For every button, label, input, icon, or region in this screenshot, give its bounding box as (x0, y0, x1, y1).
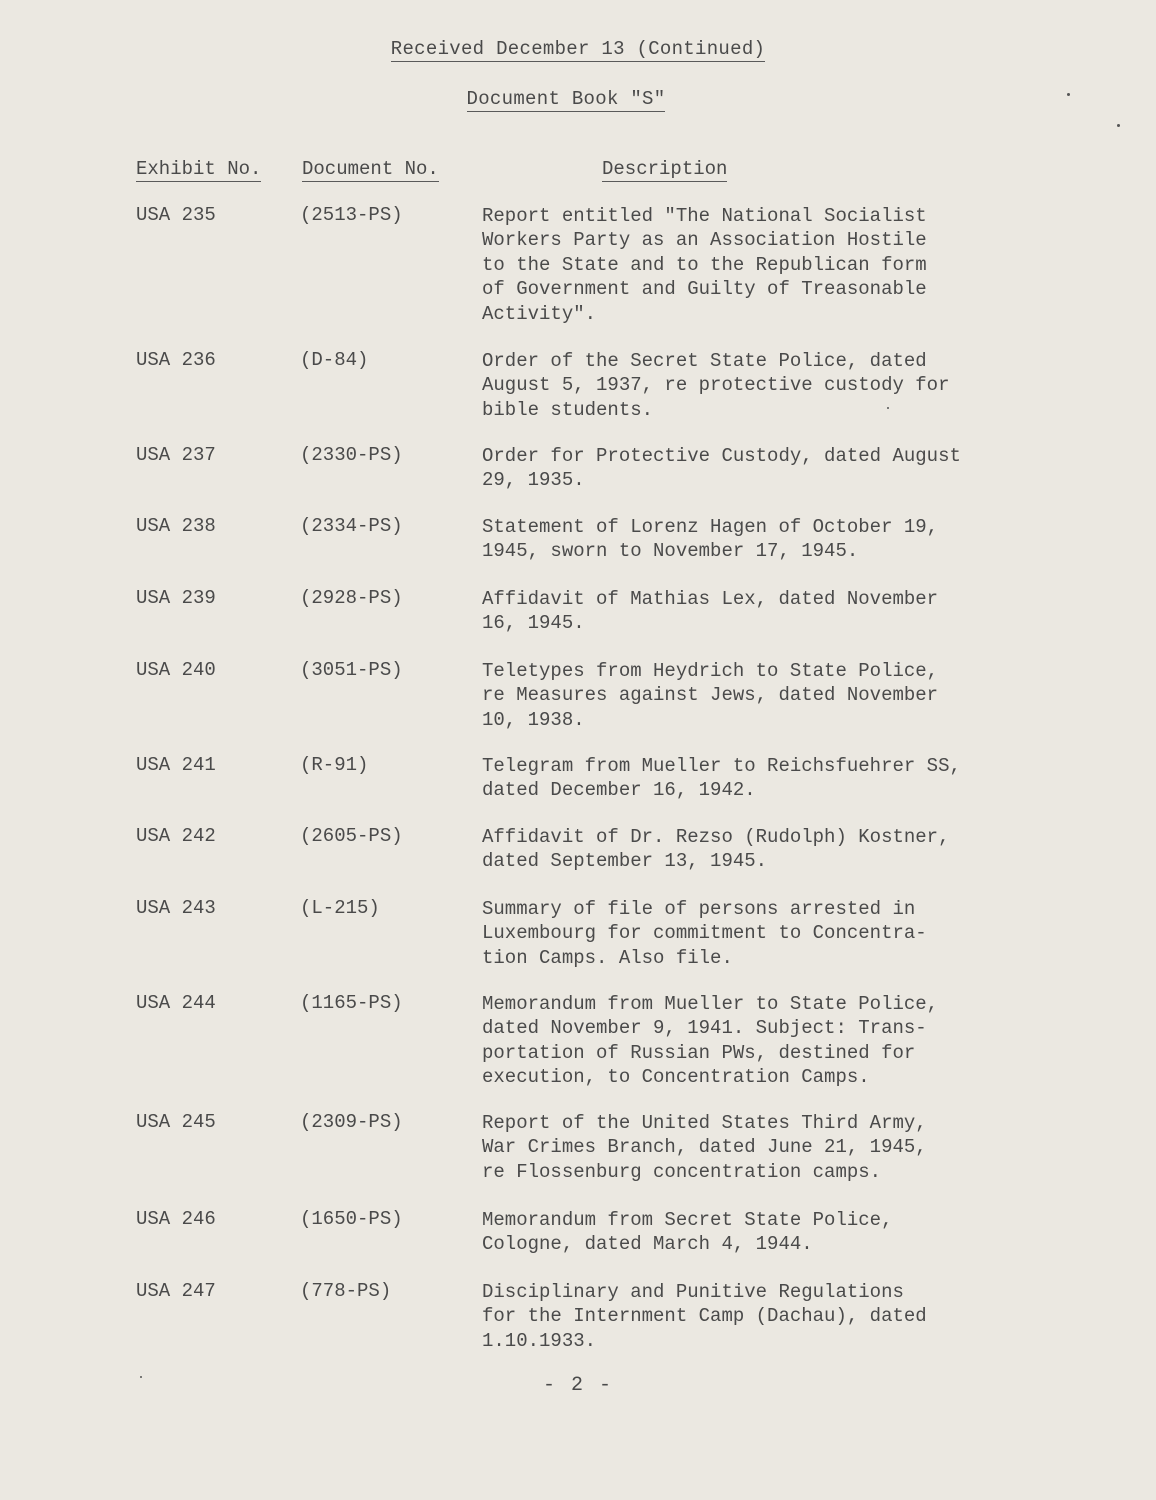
column-header-exhibit-label: Exhibit No. (136, 158, 262, 180)
document-number: (D-84) (300, 349, 369, 371)
column-header-exhibit (136, 158, 261, 180)
paper-speck (1067, 93, 1070, 96)
paper-speck (1117, 124, 1120, 127)
exhibit-number: USA 246 (136, 1208, 216, 1230)
description-text: Summary of file of persons arrested in Luxembourg for commitment to Concentra- tion Camps. Also file. (482, 898, 927, 969)
exhibit-number: USA 238 (136, 515, 216, 537)
description-text: Order for Protective Custody, dated August 29, 1935. (482, 445, 961, 492)
exhibit-number: USA 241 (136, 754, 216, 776)
exhibit-number: USA 239 (136, 587, 216, 609)
exhibit-number: USA 236 (136, 349, 216, 371)
description-text: Memorandum from Mueller to State Police, dated November 9, 1941. Subject: Trans- portation of Russian PWs, destined for execution, to Concentration Camps. (482, 993, 939, 1089)
exhibit-number: USA 242 (136, 825, 216, 847)
page-subtitle (0, 88, 1144, 110)
description-text: Statement of Lorenz Hagen of October 19, 1945, sworn to November 17, 1945. (482, 516, 939, 563)
document-number: (778-PS) (300, 1280, 392, 1302)
description-text: Order of the Secret State Police, dated August 5, 1937, re protective custody for bible students. (482, 350, 950, 421)
document-number: (R-91) (300, 754, 369, 776)
page-number: - 2 - (542, 1374, 613, 1397)
paper-speck (887, 407, 889, 409)
document-number: (1650-PS) (300, 1208, 403, 1230)
document-number: (2605-PS) (300, 825, 403, 847)
exhibit-number: USA 247 (136, 1280, 216, 1302)
document-number: (2334-PS) (300, 515, 403, 537)
document-number: (L-215) (300, 897, 380, 919)
description-text: Affidavit of Dr. Rezso (Rudolph) Kostner, dated September 13, 1945. (482, 826, 950, 873)
column-header-description-label: Description (602, 158, 728, 180)
document-number: (2309-PS) (300, 1111, 403, 1133)
description-text: Teletypes from Heydrich to State Police, re Measures against Jews, dated November 10, 1938. (482, 660, 939, 731)
description-text: Affidavit of Mathias Lex, dated November 16, 1945. (482, 588, 939, 635)
page-subtitle-text: Document Book "S" (466, 88, 666, 110)
description-text: Memorandum from Secret State Police, Cologne, dated March 4, 1944. (482, 1209, 893, 1256)
document-number: (2928-PS) (300, 587, 403, 609)
description-text: Report entitled "The National Socialist Workers Party as an Association Hostile to the State and to the Republican form of Government and Guilty of Treasonable Activity". (482, 205, 927, 325)
exhibit-number: USA 235 (136, 204, 216, 226)
exhibit-number: USA 240 (136, 659, 216, 681)
column-header-document (302, 158, 439, 180)
document-number: (3051-PS) (300, 659, 403, 681)
column-header-description (602, 158, 727, 180)
page-title-text: Received December 13 (Continued) (390, 38, 766, 60)
document-number: (1165-PS) (300, 992, 403, 1014)
exhibit-number: USA 245 (136, 1111, 216, 1133)
document-number: (2513-PS) (300, 204, 403, 226)
description-text: Telegram from Mueller to Reichsfuehrer SS, dated December 16, 1942. (482, 755, 961, 802)
document-number: (2330-PS) (300, 444, 403, 466)
exhibit-number: USA 243 (136, 897, 216, 919)
paper-speck (140, 1376, 142, 1378)
page-title (0, 38, 1156, 60)
description-text: Disciplinary and Punitive Regulations for the Internment Camp (Dachau), dated 1.10.1933. (482, 1281, 927, 1352)
exhibit-number: USA 237 (136, 444, 216, 466)
exhibit-number: USA 244 (136, 992, 216, 1014)
description-text: Report of the United States Third Army, War Crimes Branch, dated June 21, 1945, re Flossenburg concentration camps. (482, 1112, 927, 1183)
column-header-document-label: Document No. (302, 158, 439, 180)
